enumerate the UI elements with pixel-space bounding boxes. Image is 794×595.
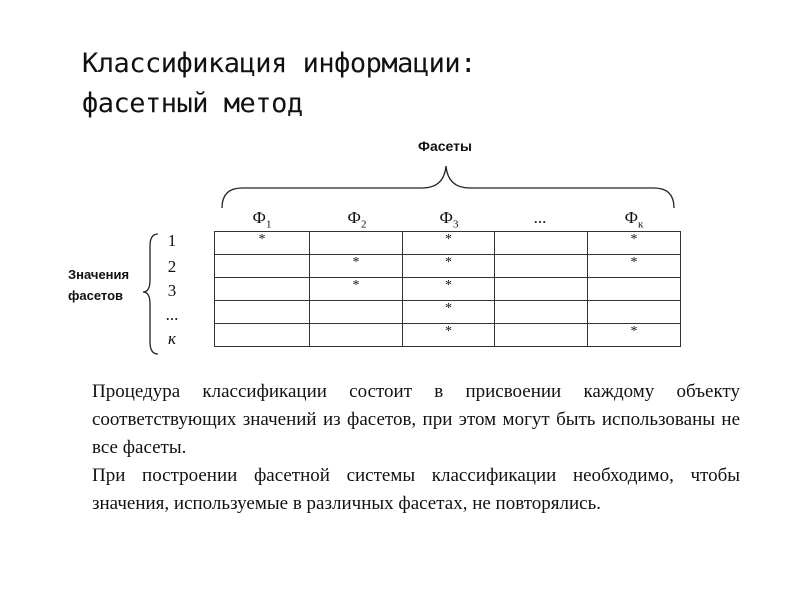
- grid-cell: [215, 301, 310, 324]
- grid-cell: [495, 278, 588, 301]
- grid-cell: [215, 324, 310, 347]
- grid-row: [215, 232, 681, 255]
- facets-brace: [222, 166, 674, 208]
- row-number-3: 3: [167, 281, 177, 300]
- grid-row: [215, 301, 681, 324]
- values-label-line-1: Значения: [68, 267, 130, 282]
- body-text: [92, 378, 740, 518]
- facets-label: Фасеты: [418, 138, 472, 154]
- row-number-1: 1: [167, 231, 177, 250]
- grid-cell: *: [403, 278, 495, 301]
- grid-cell: [310, 301, 403, 324]
- grid-cell: *: [310, 278, 403, 301]
- grid-cell: *: [403, 255, 495, 278]
- grid-cell: [215, 255, 310, 278]
- grid-cell: [310, 324, 403, 347]
- grid-cell: *: [588, 232, 681, 255]
- grid-cell: [310, 232, 403, 255]
- paragraph-2: При построении фасетной системы классификации необходимо, чтобы значения, используемые в различных фасетах, не повторялись.: [92, 465, 740, 514]
- paragraph-1: Процедура классификации состоит в присвоении каждому объекту соответствующих значений из фасетов, при этом могут быть использованы не все фасеты.: [92, 381, 740, 458]
- grid-cell: *: [588, 324, 681, 347]
- title-line-1: Классификация информации:: [82, 48, 476, 79]
- grid-cell: [495, 324, 588, 347]
- row-number-2: 2: [167, 257, 177, 276]
- grid-row: [215, 278, 681, 301]
- grid-cell: [495, 255, 588, 278]
- row-number-k: к: [168, 329, 176, 348]
- grid-cell: *: [403, 301, 495, 324]
- grid-cell: *: [403, 324, 495, 347]
- grid-cell: [215, 278, 310, 301]
- grid-cell: *: [310, 255, 403, 278]
- facet-header-1: $Ф_1$: [252, 208, 272, 231]
- values-label-line-2: фасетов: [68, 288, 124, 303]
- grid-cell: *: [215, 232, 310, 255]
- grid-row: [215, 255, 681, 278]
- grid-cell: *: [588, 255, 681, 278]
- grid-cell: [495, 232, 588, 255]
- grid-cell: *: [403, 232, 495, 255]
- grid-cell: [495, 301, 588, 324]
- values-label: [68, 264, 148, 306]
- facet-header-ellipsis: ...: [533, 208, 547, 227]
- grid-cell: [588, 278, 681, 301]
- grid-cell: [588, 301, 681, 324]
- facet-header-3: $Ф_3$: [439, 208, 459, 231]
- facet-header-k: $Ф_к$: [624, 208, 644, 231]
- grid-row: [215, 324, 681, 347]
- row-number-ellipsis: ...: [165, 305, 179, 324]
- facet-grid: [214, 231, 681, 347]
- title-line-2: фасетный метод: [82, 88, 303, 119]
- facet-header-2: $Ф_2$: [347, 208, 367, 231]
